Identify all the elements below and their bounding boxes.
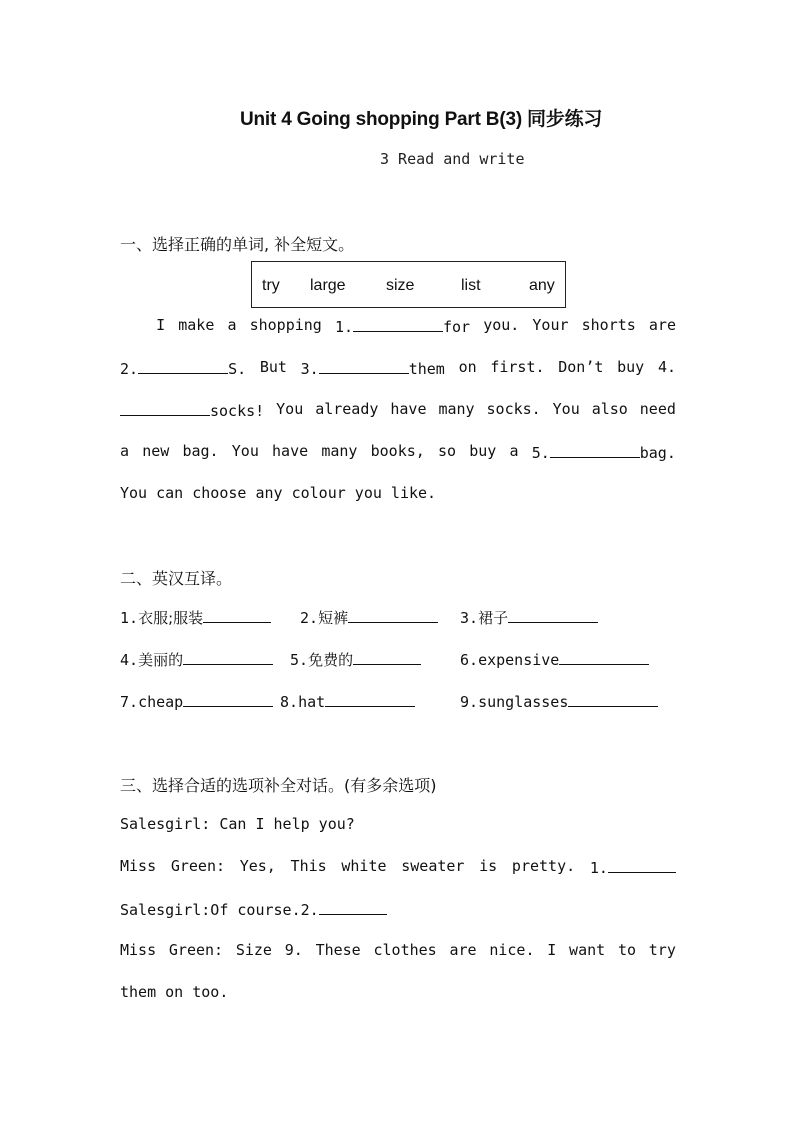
item-number: 2. [300,609,319,627]
word-bank-item: size [386,277,415,294]
translation-item [460,607,598,628]
word-bank-box [251,261,566,308]
item-number: 1. [120,609,139,627]
item-term: 美丽的 [138,651,184,669]
answer-blank[interactable] [319,358,409,374]
passage-line: socks! You already have many socks. You also need [120,400,676,420]
passage-line: You can choose any colour you like. [120,484,437,502]
section-1-heading: 一、选择正确的单词, 补全短文。 [120,235,355,254]
item-term: 短裤 [318,609,349,627]
answer-blank[interactable] [559,649,649,665]
answer-blank[interactable] [120,400,210,416]
item-term: hat [298,693,326,711]
item-number: 7. [120,693,139,711]
passage-line: a new bag. You have many books, so buy a 5. bag. [120,442,676,462]
word-bank-item: try [262,277,280,294]
translation-item [290,649,421,670]
item-number: 9. [460,693,479,711]
answer-blank[interactable] [183,649,273,665]
dialogue-line: Miss Green: Yes, This white sweater is pretty. 1. [120,857,676,877]
answer-blank[interactable] [325,691,415,707]
page-title: Unit 4 Going shopping Part B(3) 同步练习 [240,109,603,130]
section-3-heading: 三、选择合适的选项补全对话。(有多余选项) [120,776,437,795]
item-number: 3. [460,609,479,627]
translation-item [460,691,658,711]
translation-item [300,607,438,628]
item-term: 衣服;服装 [138,609,204,627]
item-number: 5. [290,651,309,669]
answer-blank[interactable] [183,691,273,707]
dialogue-line: Salesgirl: Can I help you? [120,815,355,833]
answer-blank[interactable] [138,358,228,374]
item-number: 4. [120,651,139,669]
word-bank-item: large [310,277,346,294]
dialogue-line: Salesgirl:Of course.2. [120,899,676,919]
translation-item [460,649,649,669]
page-subtitle: 3 Read and write [380,150,525,168]
translation-item [120,607,271,628]
answer-blank[interactable] [608,857,676,873]
passage-line: I make a shopping 1. for you. Your shorts are [156,316,676,336]
word-bank-item: list [461,277,481,294]
dialogue-line: them on too. [120,983,229,1001]
translation-item [280,691,415,711]
answer-blank[interactable] [348,607,438,623]
item-term: sunglasses [478,693,569,711]
answer-blank[interactable] [203,607,271,623]
translation-item [120,649,273,670]
answer-blank[interactable] [353,316,443,332]
word-bank-item: any [529,277,555,294]
item-term: expensive [478,651,560,669]
item-term: cheap [138,693,184,711]
section-2-heading: 二、英汉互译。 [120,569,233,588]
translation-item [120,691,273,711]
item-number: 6. [460,651,479,669]
answer-blank[interactable] [550,442,640,458]
item-number: 8. [280,693,299,711]
dialogue-line: Miss Green: Size 9. These clothes are nice. I want to try [120,941,676,959]
passage-line: 2. S. But 3. them on first. Don’t buy 4. [120,358,676,378]
answer-blank[interactable] [353,649,421,665]
answer-blank[interactable] [568,691,658,707]
answer-blank[interactable] [508,607,598,623]
answer-blank[interactable] [319,899,387,915]
item-term: 免费的 [308,651,354,669]
item-term: 裙子 [478,609,509,627]
